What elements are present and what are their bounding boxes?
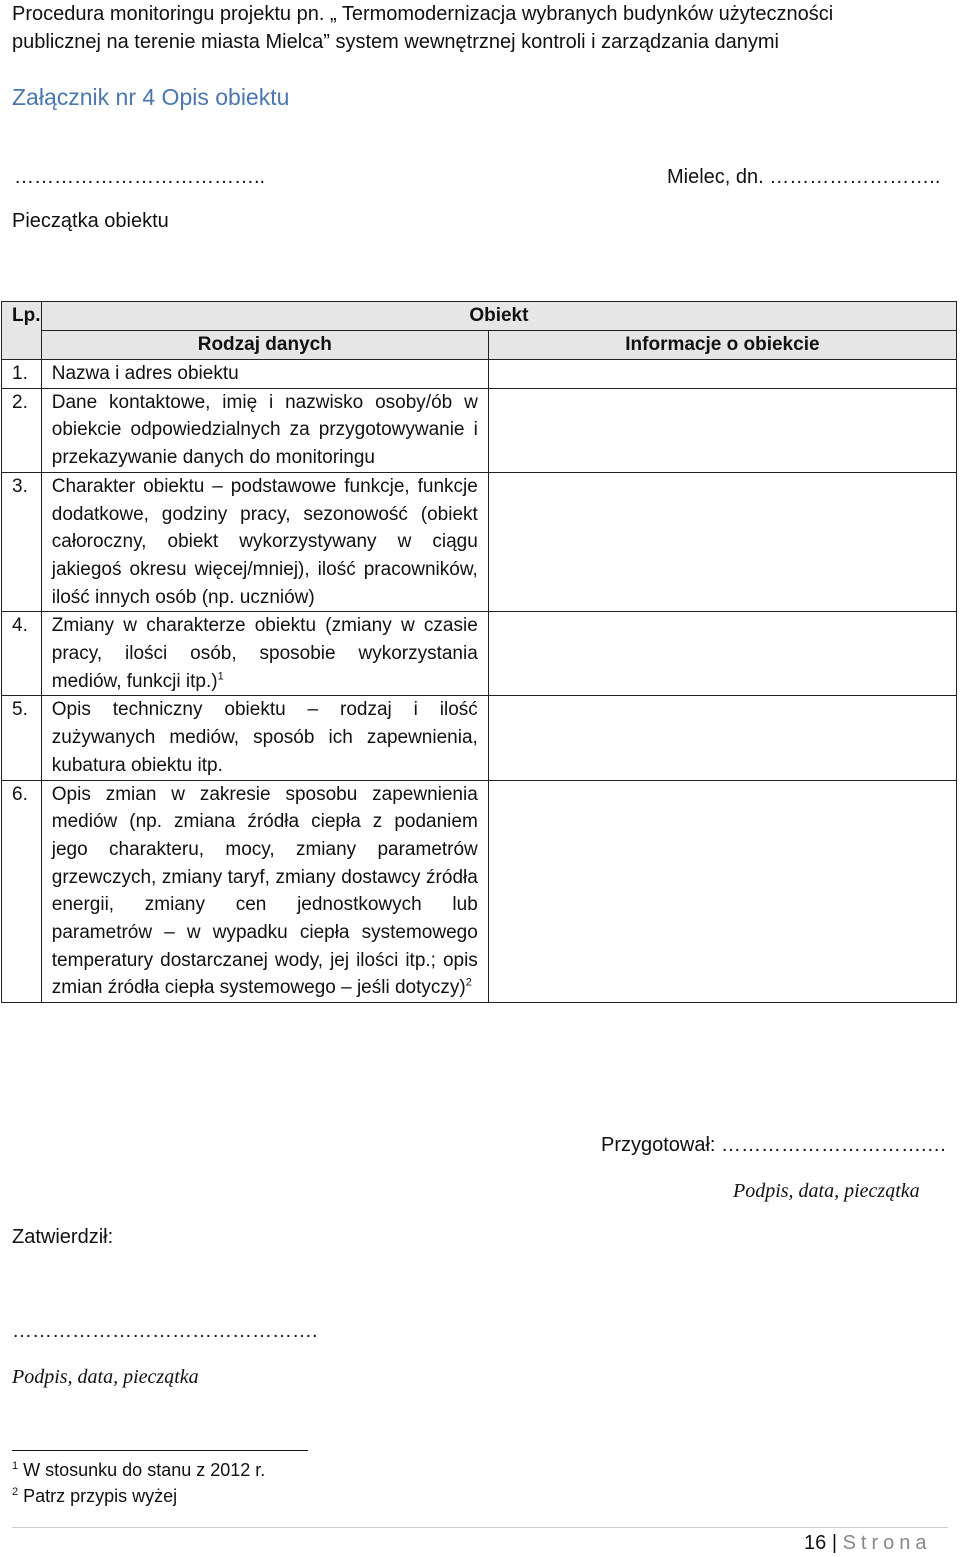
header-line-2: publicznej na terenie miasta Mielca” system wewnętrznej kontroli i zarządzania danymi <box>12 31 780 53</box>
row-text: Opis techniczny obiektu – rodzaj i ilość zużywanych mediów, sposób ich zapewnienia, kubatura obiektu itp. <box>41 696 488 780</box>
signature-label-approved: Podpis, data, pieczątka <box>12 1366 199 1388</box>
row-number: 6. <box>2 780 42 1003</box>
row-text: Nazwa i adres obiektu <box>41 360 488 389</box>
page-word: Strona <box>842 1532 932 1554</box>
row-number: 2. <box>2 388 42 472</box>
page-number <box>804 1532 932 1555</box>
page-num: 16 <box>804 1532 827 1554</box>
page-separator: | <box>831 1532 838 1554</box>
footnote-divider <box>12 1450 308 1451</box>
row-text: Zmiany w charakterze obiektu (zmiany w czasie pracy, ilości osób, sposobie wykorzystania mediów, funkcji itp.)$^1$ <box>41 612 488 696</box>
footer-divider <box>12 1527 948 1528</box>
row-number: 3. <box>2 472 42 612</box>
row-text: Opis zmian w zakresie sposobu zapewnienia mediów (np. zmiana źródła ciepła z podaniem jego charakteru, mocy, zmiany parametrów grzewczych, zmiany taryf, zmiany dostawcy źródła energii, zmiany cen jednostkowych lub parametrów – w wypadku ciepła systemowego temperatury dostarczanej wody, jej ilości itp.; opis zmian źródła ciepła systemowego – jeśli dotyczy)$^2$ <box>41 780 488 1003</box>
table-subheader-row <box>2 331 957 360</box>
footnote-1: $^1$ W stosunku do stanu z 2012 r. <box>12 1460 266 1480</box>
lp-header: Lp. <box>2 302 42 360</box>
footnote-ref: 1 <box>217 670 224 683</box>
table-row <box>2 472 957 612</box>
object-header: Obiekt <box>41 302 956 331</box>
table-row <box>2 780 957 1003</box>
info-header: Informacje o obiekcie <box>488 331 956 360</box>
approved-by: Zatwierdził: <box>12 1226 114 1248</box>
row-info-cell[interactable] <box>488 360 956 389</box>
signature-label-prepared: Podpis, data, pieczątka <box>733 1180 920 1202</box>
approved-dots: ………………………………………. <box>12 1320 318 1342</box>
document-header <box>12 0 942 56</box>
table-row <box>2 388 957 472</box>
row-number: 1. <box>2 360 42 389</box>
row-info-cell[interactable] <box>488 388 956 472</box>
place-dots: ……………………………….. <box>14 166 266 188</box>
row-info-cell[interactable] <box>488 472 956 612</box>
row-text: Dane kontaktowe, imię i nazwisko osoby/ób w obiekcie odpowiedzialnych za przygotowywanie i przekazywanie danych do monitoringu <box>41 388 488 472</box>
stamp-label: Pieczątka obiektu <box>12 210 169 232</box>
row-number: 4. <box>2 612 42 696</box>
table-row <box>2 360 957 389</box>
table-row <box>2 612 957 696</box>
row-info-cell[interactable] <box>488 612 956 696</box>
row-text: Charakter obiektu – podstawowe funkcje, funkcje dodatkowe, godziny pracy, sezonowość (obiekt całoroczny, obiekt wykorzystywany w ciągu jakiegoś okresu więcej/mniej), ilość pracowników, ilość innych osób (np. uczniów) <box>41 472 488 612</box>
footnote-ref: 2 <box>465 977 472 990</box>
object-table <box>1 301 957 1003</box>
row-info-cell[interactable] <box>488 780 956 1003</box>
row-number: 5. <box>2 696 42 780</box>
place-date: Mielec, dn. …………………….. <box>667 166 941 188</box>
attachment-title: Załącznik nr 4 Opis obiektu <box>12 84 290 110</box>
prepared-by: Przygotował: ………………………….… <box>601 1134 947 1156</box>
kind-header: Rodzaj danych <box>41 331 488 360</box>
table-row <box>2 696 957 780</box>
footnote-2: $^2$ Patrz przypis wyżej <box>12 1486 178 1506</box>
table-header-row <box>2 302 957 331</box>
row-info-cell[interactable] <box>488 696 956 780</box>
header-line-1: Procedura monitoringu projektu pn. „ Termomodernizacja wybranych budynków użyteczności <box>12 3 834 25</box>
